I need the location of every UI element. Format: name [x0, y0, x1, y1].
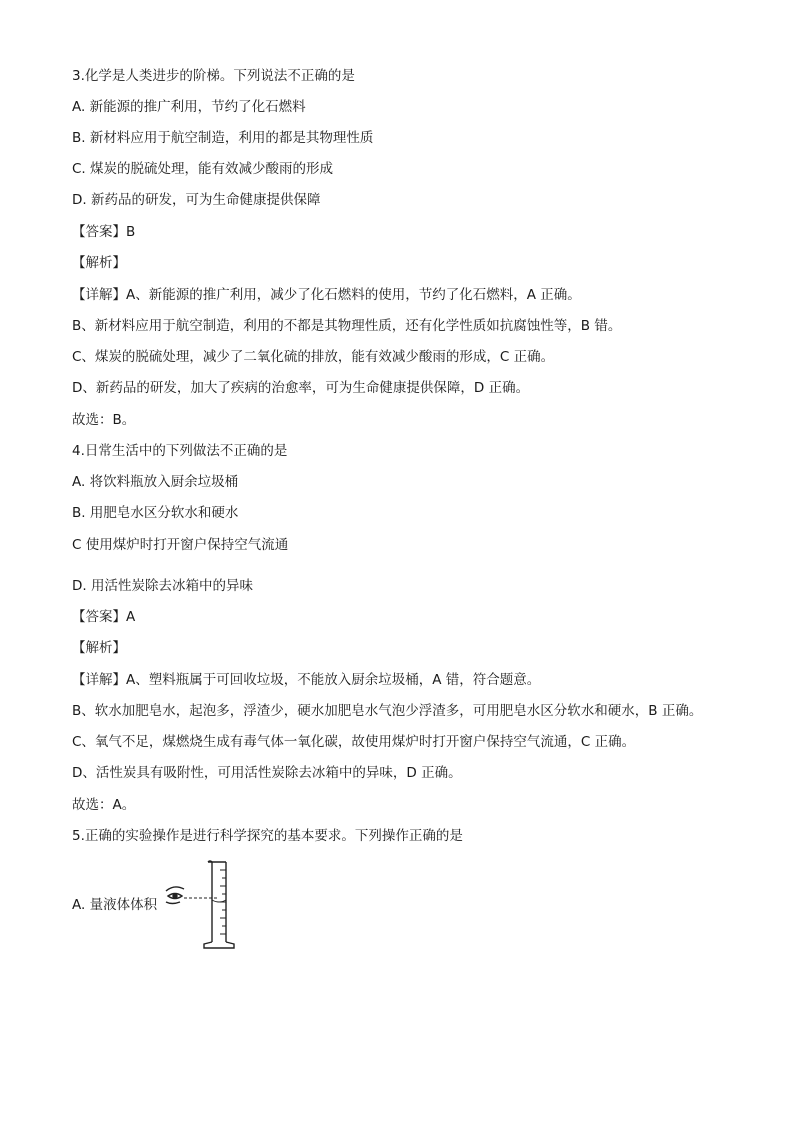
- q4-detail-d: D、活性炭具有吸附性，可用活性炭除去冰箱中的异味，D 正确。: [72, 765, 462, 781]
- q3-option-c: C. 煤炭的脱硫处理，能有效减少酸雨的形成: [72, 161, 334, 177]
- q4-detail-b: B、软水加肥皂水，起泡多，浮渣少，硬水加肥皂水气泡少浮渣多，可用肥皂水区分软水和硬水，B 正确。: [72, 703, 703, 719]
- q4-analysis-label: 【解析】: [72, 640, 126, 656]
- q3-detail-d: D、新药品的研发，加大了疾病的治愈率，可为生命健康提供保障，D 正确。: [72, 380, 530, 396]
- q4-stem: 4.日常生活中的下列做法不正确的是: [72, 443, 288, 459]
- eye-icon: [166, 887, 184, 904]
- q4-option-c: C 使用煤炉时打开窗户保持空气流通: [72, 537, 289, 553]
- q4-option-a: A. 将饮料瓶放入厨余垃圾桶: [72, 474, 239, 490]
- q4-answer: 【答案】A: [72, 609, 136, 625]
- q3-detail-b: B、新材料应用于航空制造，利用的不都是其物理性质，还有化学性质如抗腐蚀性等，B 错。: [72, 318, 622, 334]
- q3-option-d: D. 新药品的研发，可为生命健康提供保障: [72, 192, 321, 208]
- q4-detail-a: 【详解】A、塑料瓶属于可回收垃圾，不能放入厨余垃圾桶，A 错，符合题意。: [72, 672, 541, 688]
- q3-detail-c: C、煤炭的脱硫处理，减少了二氧化硫的排放，能有效减少酸雨的形成，C 正确。: [72, 349, 555, 365]
- q3-stem: 3.化学是人类进步的阶梯。下列说法不正确的是: [72, 68, 355, 84]
- q5-option-a: A. 量液体体积: [72, 897, 158, 913]
- q5-stem: 5.正确的实验操作是进行科学探究的基本要求。下列操作正确的是: [72, 828, 463, 844]
- cylinder-body: [204, 861, 234, 948]
- q3-option-a: A. 新能源的推广利用，节约了化石燃料: [72, 99, 306, 115]
- graduated-cylinder-figure: [160, 858, 250, 954]
- q3-analysis-label: 【解析】: [72, 255, 126, 271]
- q3-detail-a: 【详解】A、新能源的推广利用，减少了化石燃料的使用，节约了化石燃料，A 正确。: [72, 287, 581, 303]
- q3-conclusion: 故选：B。: [72, 412, 136, 428]
- q3-option-b: B. 新材料应用于航空制造，利用的都是其物理性质: [72, 130, 374, 146]
- q4-detail-c: C、氧气不足，煤燃烧生成有毒气体一氧化碳，故使用煤炉时打开窗户保持空气流通，C 正确。: [72, 734, 636, 750]
- q4-option-b: B. 用肥皂水区分软水和硬水: [72, 505, 239, 521]
- q4-conclusion: 故选：A。: [72, 797, 136, 813]
- q3-answer: 【答案】B: [72, 224, 136, 240]
- q4-option-d: D. 用活性炭除去冰箱中的异味: [72, 578, 253, 594]
